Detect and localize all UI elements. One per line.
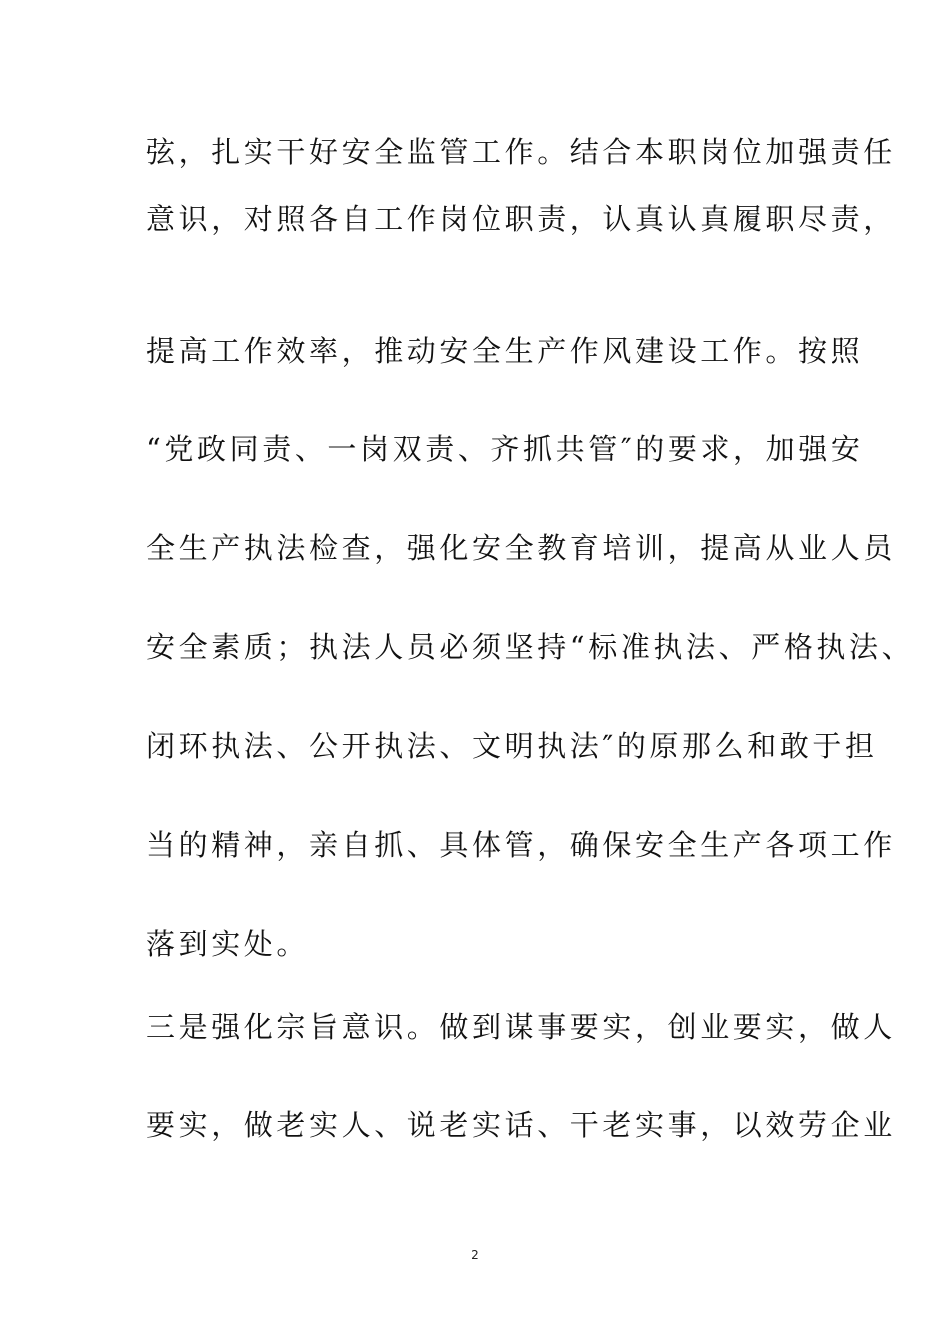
paragraph-line: 三是强化宗旨意识。做到谋事要实，创业要实，做人	[146, 1010, 896, 1044]
paragraph-line: “党政同责、一岗双责、齐抓共管″的要求，加强安	[146, 432, 864, 466]
paragraph-line: 落到实处。	[146, 927, 310, 961]
paragraph-line: 提高工作效率，推动安全生产作风建设工作。按照	[146, 334, 864, 368]
paragraph-line: 闭环执法、公开执法、文明执法″的原那么和敢于担	[146, 729, 878, 763]
paragraph-line: 意识，对照各自工作岗位职责，认真认真履职尽责，	[146, 202, 896, 236]
page-number: 2	[471, 1248, 479, 1262]
paragraph-line: 当的精神，亲自抓、具体管，确保安全生产各项工作	[146, 828, 896, 862]
paragraph-line: 弦，扎实干好安全监管工作。结合本职岗位加强责任	[146, 135, 896, 169]
paragraph-line: 全生产执法检查，强化安全教育培训，提高从业人员	[146, 531, 896, 565]
paragraph-line: 要实，做老实人、说老实话、干老实事，以效劳企业	[146, 1108, 896, 1142]
paragraph-line: 安全素质；执法人员必须坚持“标准执法、严格执法、	[146, 630, 915, 664]
